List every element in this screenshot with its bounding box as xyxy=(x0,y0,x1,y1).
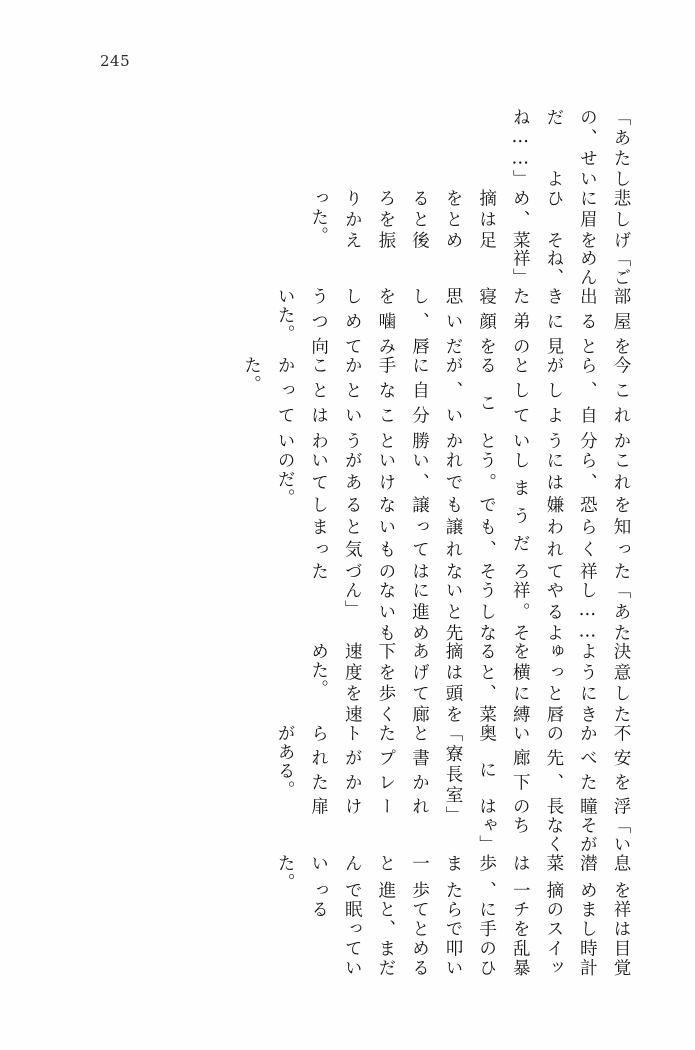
paragraph: 祥は目覚まし時計のスイッチを乱暴に手のひらで叩いてとめると、まだ眠っている xyxy=(308,900,631,978)
paragraph: 悲しげに眉をひそめ、菜摘は足をとめると後ろを振りかえった。 xyxy=(308,188,631,250)
paragraph: 不安を浮かべた瞳の先、長い廊下の奥には「寮長室」と書かれたプレートがかけられた扉がある。 xyxy=(275,724,631,817)
page-number: 245 xyxy=(100,52,131,70)
paragraph: 今これから、自分がしようとしていることが、いかに自分勝手なことかということはわかっていた。 xyxy=(241,356,631,451)
paragraph: 決意したようにきゅっと唇を横に縛ると、菜摘は頭をあげて廊下を歩く速度を速めた。 xyxy=(308,642,631,725)
paragraph: 部屋を出るときに見た弟の寝顔を思いだし、唇を噛みしめてうつ向いた。 xyxy=(275,287,631,357)
paragraph: 「いそがなくちゃ」 xyxy=(476,816,631,855)
paragraph: 「あたし……やるよ祥。そうしないと先に進めないもん」 xyxy=(342,580,631,643)
paragraph: これを知ったら、恐らく祥には嫌われてしまうだろう。でも、それでも譲れない、譲ってはいけないものがあると気づいてしまったのだ。 xyxy=(275,450,631,581)
paragraph: 「ごめんね、祥」 xyxy=(510,249,631,288)
paragraph: 「あたしの、せいだよね……」 xyxy=(510,108,631,189)
page-text-body xyxy=(77,108,637,978)
paragraph: 息を潜め菜摘は一歩、また一歩と進んでいった。 xyxy=(275,854,631,901)
